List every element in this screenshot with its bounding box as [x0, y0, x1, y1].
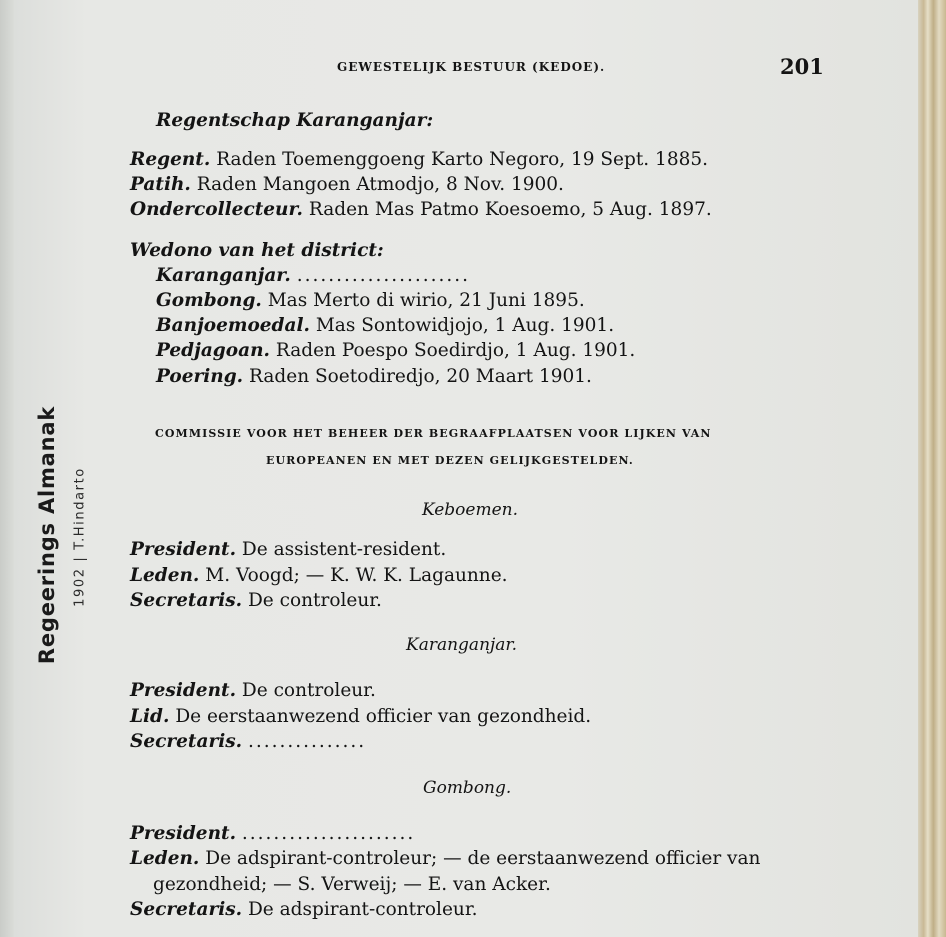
row-label: President. — [130, 823, 237, 844]
place-heading-gombong: Gombong. — [423, 778, 512, 798]
place-heading-keboemen: Keboemen. — [422, 500, 519, 520]
wedono-heading: Wedono van het district: — [130, 240, 384, 261]
commissie-row — [130, 823, 415, 844]
row-text: Raden Mas Patmo Koesoemo, 5 Aug. 1897. — [308, 199, 712, 220]
book-gutter — [0, 0, 14, 937]
row-label: Ondercollecteur. — [130, 199, 303, 220]
row-text: De controleur. — [247, 590, 382, 611]
regentschap-heading: Regentschap Karanganjar: — [156, 110, 434, 131]
wedono-row — [156, 340, 635, 361]
commissie-row — [130, 590, 382, 611]
row-label: President. — [130, 539, 237, 560]
row-text: M. Voogd; — K. W. K. Lagaunne. — [205, 565, 508, 586]
regentschap-row — [130, 174, 564, 195]
row-label: Patih. — [130, 174, 191, 195]
row-label: Poering. — [156, 366, 244, 387]
row-text: De eerstaanwezend officier van gezondheid. — [175, 706, 592, 727]
sidebar-subtitle: 1902 | T.Hindarto — [72, 467, 88, 607]
commissie-row — [130, 848, 760, 869]
row-text: Raden Poespo Soedirdjo, 1 Aug. 1901. — [275, 340, 636, 361]
row-text: gezondheid; — S. Verweij; — E. van Acker. — [153, 874, 551, 895]
row-label: Secretaris. — [130, 899, 243, 920]
row-label: Gombong. — [156, 290, 262, 311]
wedono-row — [156, 366, 592, 387]
row-text: Mas Sontowidjojo, 1 Aug. 1901. — [315, 315, 615, 336]
commissie-row — [130, 731, 366, 752]
row-label: Secretaris. — [130, 731, 243, 752]
wedono-row — [156, 290, 585, 311]
commissie-title-line2: EUROPEANEN EN MET DEZEN GELIJKGESTELDEN. — [266, 454, 634, 467]
row-text: ...................... — [241, 823, 416, 844]
row-text: ............... — [247, 731, 367, 752]
row-text: ...................... — [296, 265, 471, 286]
sidebar-title: Regeerings Almanak — [35, 405, 59, 665]
row-label: Secretaris. — [130, 590, 243, 611]
row-text: Raden Toemenggoeng Karto Negoro, 19 Sept. 1885. — [216, 149, 709, 170]
row-label: Leden. — [130, 848, 200, 869]
row-text: Raden Mangoen Atmodjo, 8 Nov. 1900. — [196, 174, 564, 195]
row-text: De adspirant-controleur. — [247, 899, 478, 920]
row-label: Karanganjar. — [156, 265, 291, 286]
row-label: Regent. — [130, 149, 211, 170]
row-label: Lid. — [130, 706, 170, 727]
row-label: Pedjagoan. — [156, 340, 270, 361]
page-number: 201 — [780, 54, 824, 79]
wedono-row — [156, 265, 470, 286]
commissie-row-continuation — [153, 874, 551, 895]
row-text: De assistent-resident. — [241, 539, 447, 560]
regentschap-row — [130, 149, 708, 170]
commissie-row — [130, 539, 446, 560]
row-text: Mas Merto di wirio, 21 Juni 1895. — [267, 290, 585, 311]
commissie-row — [130, 706, 591, 727]
place-heading-karanganjar: Karanganjar. — [406, 635, 518, 655]
row-label: President. — [130, 680, 237, 701]
commissie-row — [130, 899, 478, 920]
commissie-row — [130, 680, 376, 701]
regentschap-row — [130, 199, 712, 220]
row-text: De controleur. — [241, 680, 376, 701]
row-text: Raden Soetodiredjo, 20 Maart 1901. — [249, 366, 592, 387]
wedono-row — [156, 315, 614, 336]
row-label: Banjoemoedal. — [156, 315, 310, 336]
commissie-row — [130, 565, 508, 586]
commissie-title-line1: COMMISSIE VOOR HET BEHEER DER BEGRAAFPLAATSEN VOOR LIJKEN VAN — [155, 427, 712, 440]
page-edge — [918, 0, 946, 937]
row-label: Leden. — [130, 565, 200, 586]
running-title: GEWESTELIJK BESTUUR (KEDOE). — [337, 60, 606, 74]
row-text: De adspirant-controleur; — de eerstaanwezend officier van — [205, 848, 761, 869]
